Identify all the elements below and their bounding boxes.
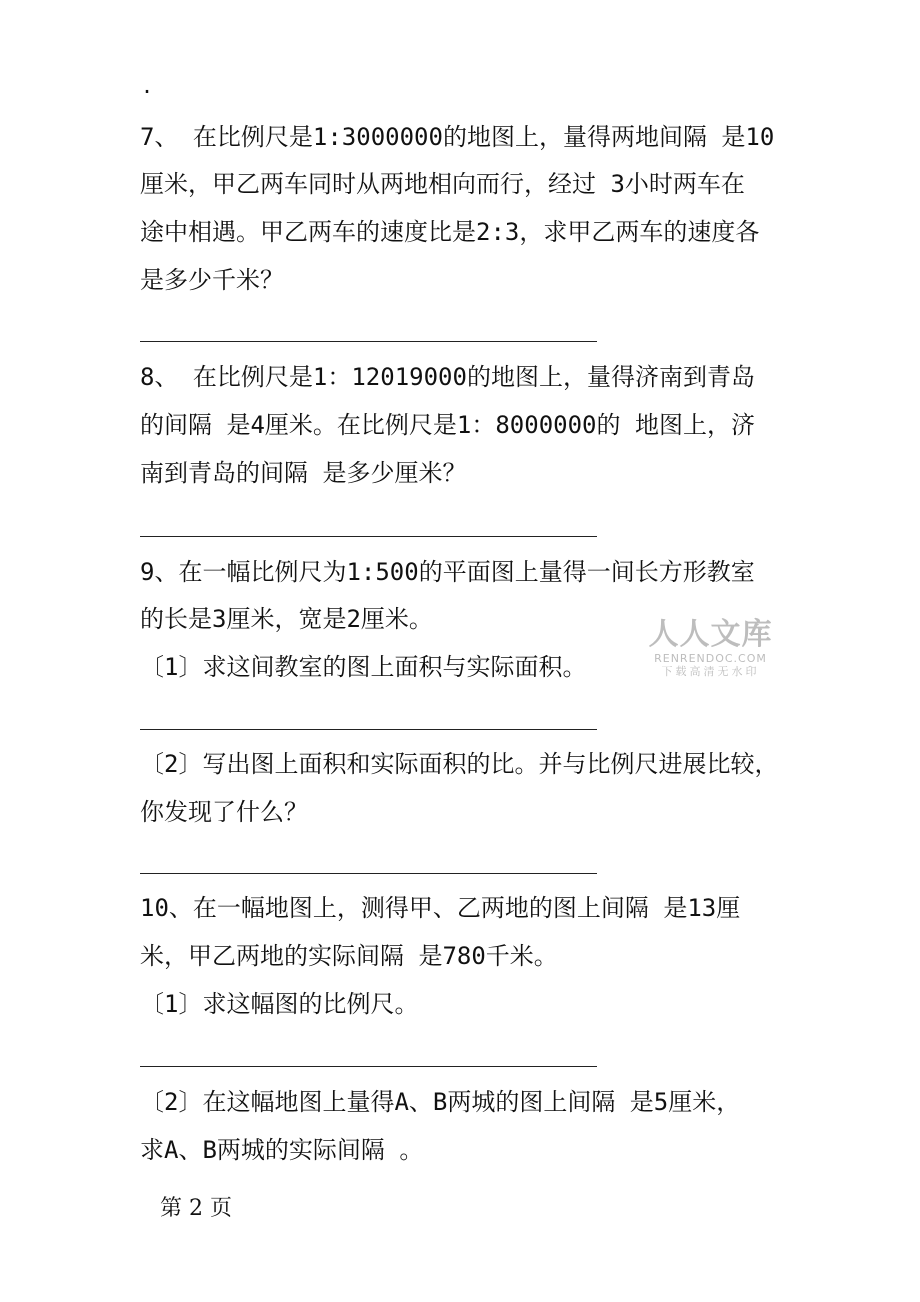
q9-part1: 〔1〕求这间教室的图上面积与实际面积。 [140,653,587,681]
watermark-title: 人人文库 [648,617,773,652]
watermark-logo [648,618,773,679]
q7-line-2: 厘米，甲乙两车同时从两地相向而行，经过 3小时两车在 [140,170,745,198]
answer-line-q8 [140,536,597,537]
q9-part2-line-1: 〔2〕写出图上面积和实际面积的比。并与比例尺进展比较， [140,750,779,778]
q10-part1: 〔1〕求这幅图的比例尺。 [140,990,419,1018]
q8-line-3: 南到青岛的间隔 是多少厘米？ [140,459,467,487]
answer-line-q9-2 [140,873,597,874]
q9-line-1: 9、在一幅比例尺为1:500的平面图上量得一间长方形教室 [140,558,755,586]
q9-line-2: 的长是3厘米，宽是2厘米。 [140,605,433,633]
q8-line-1: 8、 在比例尺是1：12019000的地图上，量得济南到青岛 [140,363,755,391]
q7-line-3: 途中相遇。甲乙两车的速度比是2:3，求甲乙两车的速度各 [140,218,760,246]
q10-line-2: 米，甲乙两地的实际间隔 是780千米。 [140,942,558,970]
watermark-domain: RENRENDOC.COM [654,652,767,665]
q9-part2-line-2: 你发现了什么？ [140,798,308,826]
q8-line-2: 的间隔 是4厘米。在比例尺是1：8000000的 地图上，济 [140,411,755,439]
answer-line-q7 [140,341,597,342]
q10-part2-line-1: 〔2〕在这幅地图上量得A、B两城的图上间隔 是5厘米， [140,1088,741,1116]
q7-line-4: 是多少千米？ [140,266,284,294]
answer-line-q9-1 [140,729,597,730]
q10-line-1: 10、在一幅地图上，测得甲、乙两地的图上间隔 是13厘 [140,894,741,922]
answer-line-q10 [140,1066,597,1067]
q10-part2-line-2: 求A、B两城的实际间隔 。 [140,1136,424,1164]
q7-line-1: 7、 在比例尺是1:3000000的地图上，量得两地间隔 是10 [140,123,775,151]
page-number: 第 2 页 [160,1196,232,1221]
watermark-subtitle: 下载高清无水印 [661,665,760,678]
page-dot: . [141,74,154,98]
